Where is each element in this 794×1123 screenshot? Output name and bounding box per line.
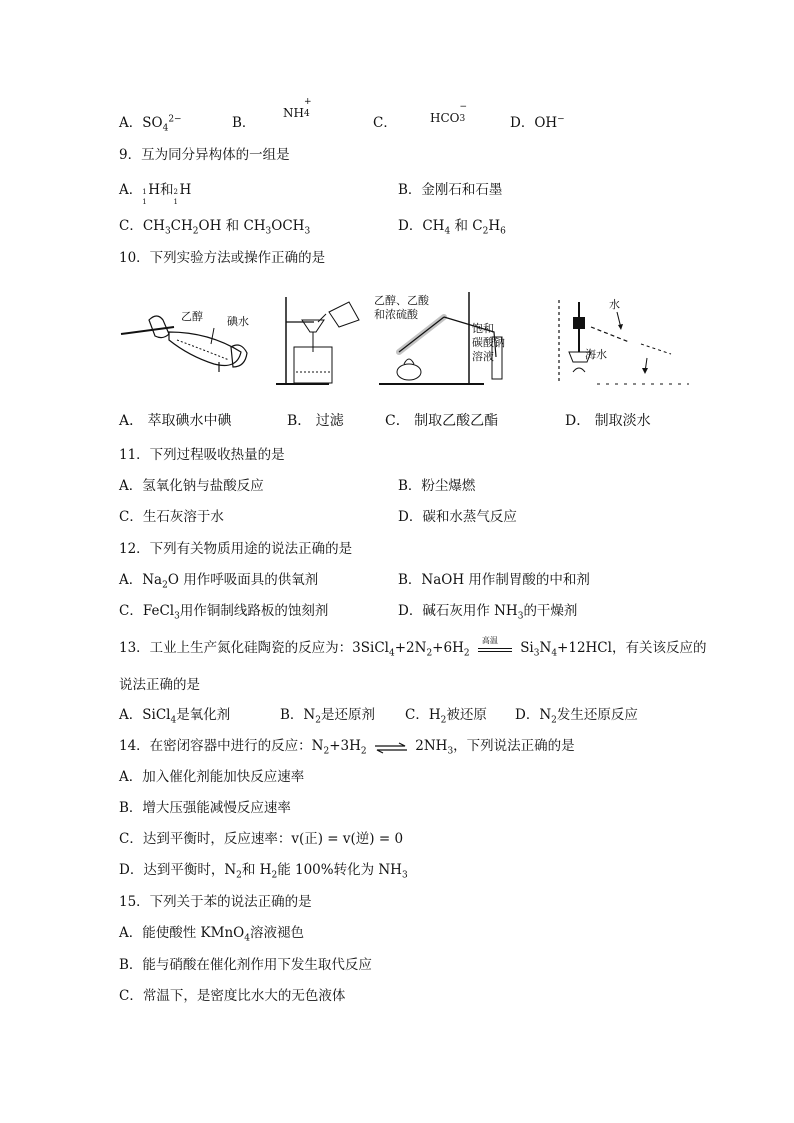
q12-stem: 12．下列有关物质用途的说法正确的是 [119,541,353,557]
reaction-condition: 高温 [474,642,516,656]
label-conc-sulfuric: 和浓硫酸 [374,308,418,321]
label-water: 水 [609,298,620,311]
q15-option-b: B．能与硝酸在催化剂作用下发生取代反应 [119,957,372,973]
q12-option-a: A．$Na_2O$ 用作呼吸面具的供氧剂 [119,572,319,591]
label-seawater: 海水 [585,348,607,361]
q10-figures [119,292,699,392]
label-saturated: 饱和 [472,322,494,335]
q15-stem: 15．下列关于苯的说法正确的是 [119,894,312,910]
label-solution: 溶液 [472,350,494,363]
q14-stem: 14．在密闭容器中进行的反应：$N_2+3H_2$ $2NH_3$，下列说法正确的是 [119,738,575,757]
q14-option-a: A．加入催化剂能加快反应速率 [119,769,305,785]
q8-option-b-ion: NH + 4 [283,97,312,120]
q13-option-d: D．$N_2$发生还原反应 [515,707,638,726]
q11-stem: 11．下列过程吸收热量的是 [119,447,285,463]
figure-filtration [274,292,369,387]
figure-distillation [549,292,699,387]
q10-stem: 10．下列实验方法或操作正确的是 [119,250,326,266]
q10-caption-c: C． 制取乙酸乙酯 [385,413,499,429]
option-label: A． [119,115,143,131]
q9-option-a: A． 1 1 H和 2 1 H [119,182,192,206]
q12-option-b: B．NaOH 用作制胃酸的中和剂 [398,572,590,588]
q15-option-a: A．能使酸性 KMnO$_4$溶液褪色 [119,925,304,944]
q9-option-b: B．金刚石和石墨 [398,182,503,198]
q8-option-c-label: C． [373,115,397,131]
q8-option-a: A．$SO_4^{2-}$ [119,114,182,134]
q9-stem: 9．互为同分异构体的一组是 [119,147,290,163]
label-ethanol: 乙醇 [181,310,203,323]
figure-ester-preparation [374,292,524,387]
label-sodium-carbonate: 碳酸钠 [472,336,505,349]
q10-caption-b: B． 过滤 [287,413,344,429]
q13-option-c: C．$H_2$被还原 [405,707,487,726]
q8-option-d: D．OH− [510,114,565,131]
q14-option-d: D．达到平衡时，$N_2$和 $H_2$能 100%转化为 $NH_3$ [119,862,408,881]
q8-option-b-label: B． [232,115,256,131]
equilibrium-arrow-icon [371,741,411,753]
q12-option-d: D．碱石灰用作 $NH_3$的干燥剂 [398,603,578,622]
q13-stem: 13．工业上生产氮化硅陶瓷的反应为：$3SiCl_4+2N_2+6H_2$ 高温 $Si_3N_4+12HCl$，有关该反应的 [119,635,707,659]
q8-option-c-ion: HCO − 3 [430,102,468,125]
q13-option-a: A．SiCl$_4$是氧化剂 [119,707,231,726]
q11-option-d: D．碳和水蒸气反应 [398,509,517,525]
q14-option-c: C．达到平衡时，反应速率：v(正) = v(逆) = 0 [119,831,404,847]
label-iodine-water: 碘水 [227,315,249,328]
q9-option-d: D．$CH_4$ 和 $C_2H_6$ [398,218,506,237]
q15-option-c: C．常温下，是密度比水大的无色液体 [119,988,346,1004]
q11-option-b: B．粉尘爆燃 [398,478,476,494]
q12-option-c: C．FeCl$_3$用作铜制线路板的蚀刻剂 [119,603,329,622]
label-ethanol-acid: 乙醇、乙酸 [374,294,429,307]
q10-caption-d: D． 制取淡水 [565,413,651,429]
q9-option-c: C．$CH_3CH_2OH$ 和 $CH_3OCH_3$ [119,218,311,237]
q14-option-b: B．增大压强能减慢反应速率 [119,800,291,816]
q13-option-b: B．$N_2$是还原剂 [280,707,375,726]
q11-option-c: C．生石灰溶于水 [119,509,224,525]
q13-stem-line2: 说法正确的是 [119,677,200,693]
figure-extraction [119,292,254,387]
q11-option-a: A．氢氧化钠与盐酸反应 [119,478,264,494]
q10-caption-a: A． 萃取碘水中碘 [119,413,232,429]
